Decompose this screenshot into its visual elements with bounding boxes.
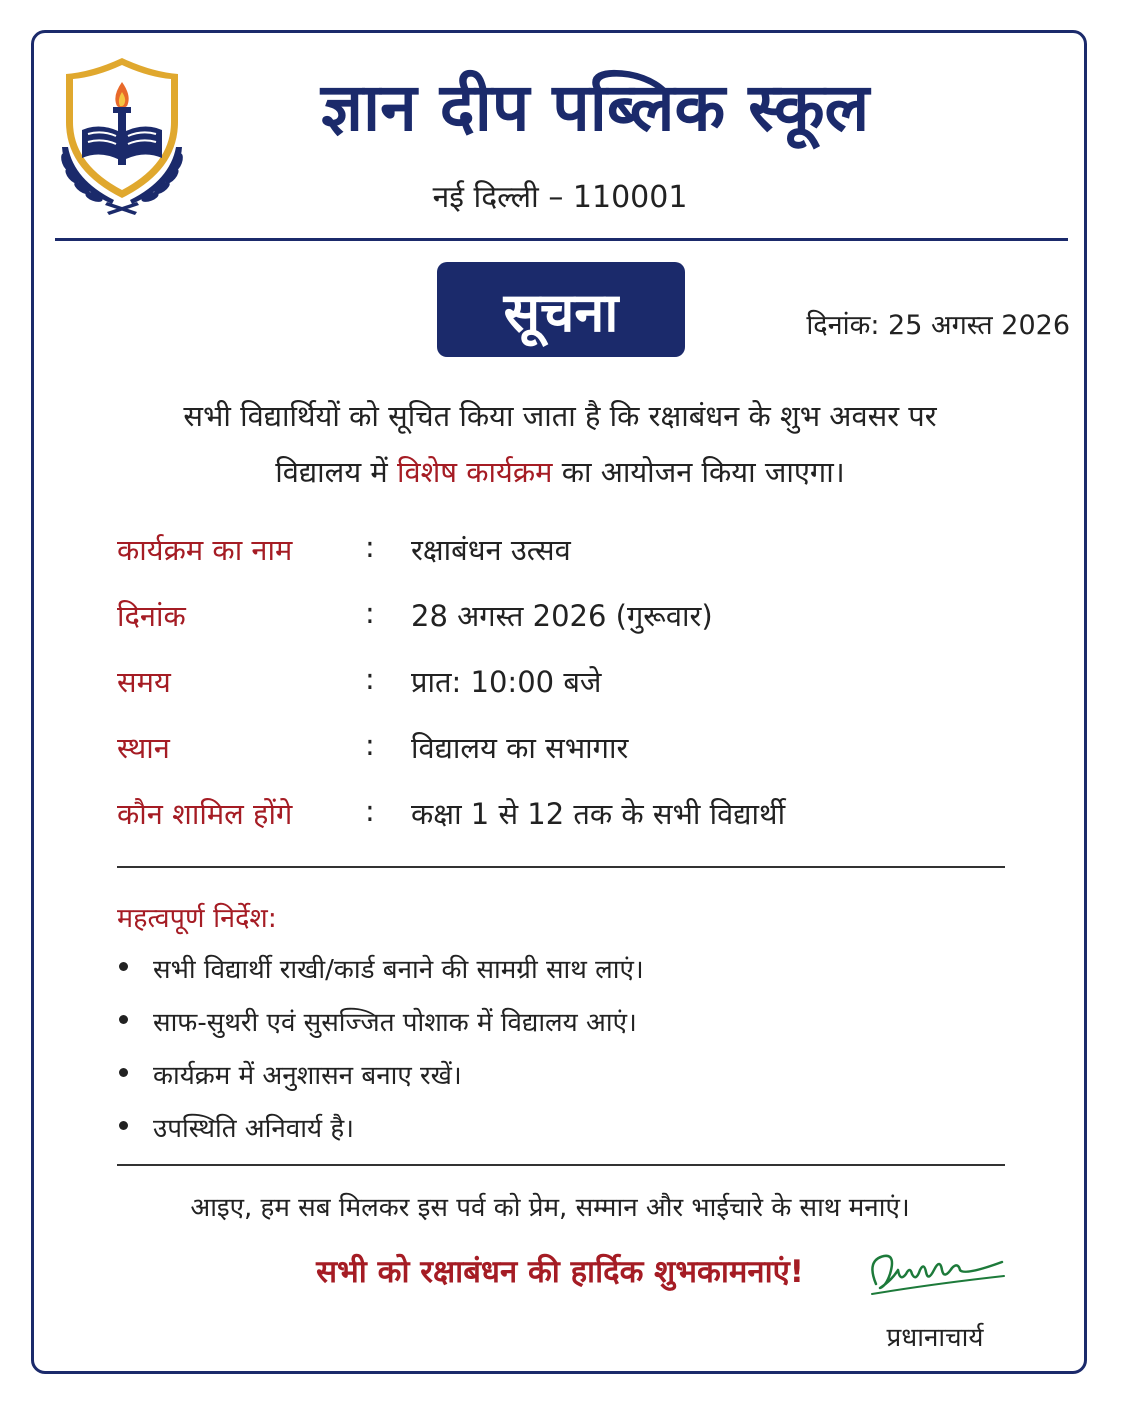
intro-line-2-end: का आयोजन किया जाएगा। [552, 455, 845, 489]
principal-title: प्रधानाचार्य [886, 1323, 984, 1353]
school-address: नई दिल्ली – 110001 [432, 180, 688, 215]
header-divider [55, 238, 1068, 241]
detail-colon: : [365, 662, 375, 696]
detail-value: प्रात: 10:00 बजे [411, 665, 602, 699]
instruction-text: उपस्थिति अनिवार्य है। [153, 1114, 354, 1144]
intro-line-2-start: विद्यालय में [275, 455, 397, 489]
detail-colon: : [365, 596, 375, 630]
detail-value: विद्यालय का सभागार [411, 731, 629, 765]
list-item [117, 1056, 997, 1109]
instruction-text: साफ-सुथरी एवं सुसज्जित पोशाक में विद्यालय आएं। [153, 1008, 637, 1038]
detail-value: 28 अगस्त 2026 (गुरूवार) [411, 599, 713, 633]
detail-colon: : [365, 728, 375, 762]
detail-value: रक्षाबंधन उत्सव [411, 533, 571, 567]
intro-line-2 [80, 444, 1040, 500]
bullet-icon [119, 1121, 128, 1130]
bullet-icon [119, 1068, 128, 1077]
list-item [117, 950, 997, 1003]
detail-label: कौन शामिल होंगे [117, 797, 293, 831]
bullet-icon [119, 962, 128, 971]
detail-row-time [117, 662, 1017, 712]
section-divider-top [117, 866, 1005, 868]
issue-date: दिनांक: 25 अगस्त 2026 [806, 310, 1070, 341]
detail-row-participants [117, 794, 1017, 844]
detail-row-date [117, 596, 1017, 646]
intro-paragraph [80, 388, 1040, 500]
detail-label: कार्यक्रम का नाम [117, 533, 293, 567]
bullet-icon [119, 1015, 128, 1024]
detail-label: स्थान [117, 731, 170, 765]
detail-label: दिनांक [117, 599, 186, 633]
greeting-message: सभी को रक्षाबंधन की हार्दिक शुभकामनाएं! [316, 1254, 804, 1290]
instructions-heading: महत्वपूर्ण निर्देश: [117, 903, 277, 934]
detail-label: समय [117, 665, 171, 699]
school-crest-icon [52, 52, 192, 217]
school-name: ज्ञान दीप पब्लिक स्कूल [320, 69, 870, 146]
notice-title-badge: सूचना [437, 262, 685, 357]
section-divider-bottom [117, 1164, 1005, 1166]
detail-colon: : [365, 794, 375, 828]
list-item [117, 1003, 997, 1056]
instructions-list [117, 950, 997, 1162]
closing-message: आइए, हम सब मिलकर इस पर्व को प्रेम, सम्मान और भाईचारे के साथ मनाएं। [190, 1193, 910, 1223]
intro-line-1: सभी विद्यार्थियों को सूचित किया जाता है कि रक्षाबंधन के शुभ अवसर पर [183, 399, 937, 433]
instruction-text: कार्यक्रम में अनुशासन बनाए रखें। [153, 1061, 462, 1091]
list-item [117, 1109, 997, 1162]
instruction-text: सभी विद्यार्थी राखी/कार्ड बनाने की सामग्री साथ लाएं। [153, 955, 644, 985]
signature-image [862, 1240, 1012, 1310]
intro-highlight: विशेष कार्यक्रम [396, 455, 553, 489]
detail-value: कक्षा 1 से 12 तक के सभी विद्यार्थी [411, 797, 786, 831]
detail-row-event-name [117, 530, 1017, 580]
detail-row-venue [117, 728, 1017, 778]
detail-colon: : [365, 530, 375, 564]
